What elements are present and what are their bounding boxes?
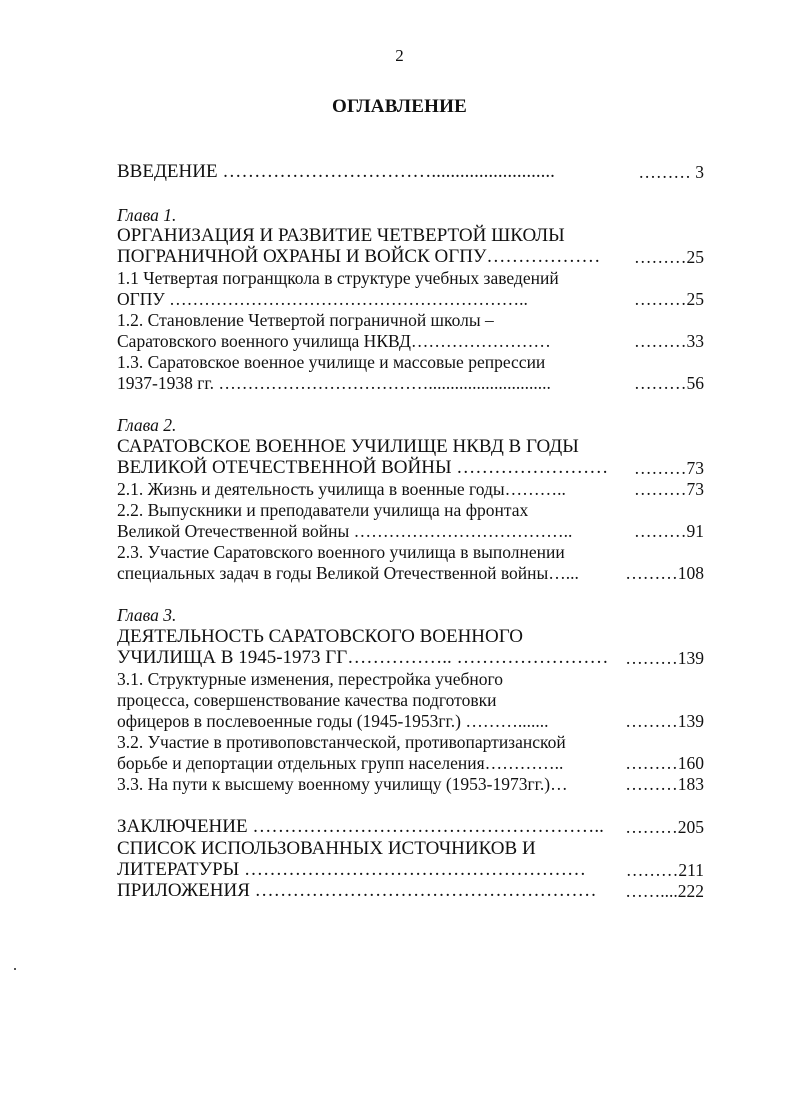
chapter1-section2-line2: Саратовского военного училища НКВД…………………… bbox=[117, 331, 551, 351]
chapter3-title-page: ………139 bbox=[625, 648, 704, 668]
chapter1-title-line2: ПОГРАНИЧНОЙ ОХРАНЫ И ВОЙСК ОГПУ……………… bbox=[117, 246, 601, 267]
chapter1-section3-line2: 1937-1938 гг. ………………………………............................ bbox=[117, 373, 551, 393]
chapter3-section1-line1: 3.1. Структурные изменения, перестройка учебного bbox=[117, 669, 503, 689]
toc-appendix-label: ПРИЛОЖЕНИЯ ……………………………………………… bbox=[117, 880, 597, 901]
page-title: ОГЛАВЛЕНИЕ bbox=[332, 96, 467, 117]
toc-conclusion-label: ЗАКЛЮЧЕНИЕ ……………………………………………….. bbox=[117, 816, 604, 837]
toc-sources-line1: СПИСОК ИСПОЛЬЗОВАННЫХ ИСТОЧНИКОВ И bbox=[117, 838, 536, 859]
chapter3-title-line1: ДЕЯТЕЛЬНОСТЬ САРАТОВСКОГО ВОЕННОГО bbox=[117, 626, 523, 647]
chapter2-section1-line1: 2.1. Жизнь и деятельность училища в военные годы……….. bbox=[117, 479, 566, 499]
chapter1-title-line1: ОРГАНИЗАЦИЯ И РАЗВИТИЕ ЧЕТВЕРТОЙ ШКОЛЫ bbox=[117, 225, 565, 246]
chapter3-label: Глава 3. bbox=[117, 605, 177, 625]
toc-sources-page: ………211 bbox=[625, 860, 704, 880]
chapter3-section2-line2: борьбе и депортации отдельных групп населения………….. bbox=[117, 753, 564, 773]
toc-appendix-page: ……....222 bbox=[625, 881, 704, 901]
chapter3-section1-page: ………139 bbox=[625, 711, 704, 731]
chapter2-section2-line2: Великой Отечественной войны ……………………………….. bbox=[117, 521, 573, 541]
scan-speck bbox=[14, 968, 16, 970]
chapter3-section1-line2: процесса, совершенствование качества подготовки bbox=[117, 690, 497, 710]
toc-intro-label: ВВЕДЕНИЕ …………………………….......................... bbox=[117, 161, 555, 182]
chapter1-section3-line1: 1.3. Саратовское военное училище и массовые репрессии bbox=[117, 352, 546, 372]
chapter3-section3-line1: 3.3. На пути к высшему военному училищу (1953-1973гг.)… bbox=[117, 774, 568, 794]
chapter2-title-line2: ВЕЛИКОЙ ОТЕЧЕСТВЕННОЙ ВОЙНЫ …………………… bbox=[117, 457, 609, 478]
chapter2-section3-line2: специальных задач в годы Великой Отечественной войны…... bbox=[117, 563, 579, 583]
chapter2-section2-line1: 2.2. Выпускники и преподаватели училища на фронтах bbox=[117, 500, 529, 520]
chapter2-section3-page: ………108 bbox=[625, 563, 704, 583]
toc-conclusion-page: ………205 bbox=[625, 817, 704, 837]
chapter2-title-line1: САРАТОВСКОЕ ВОЕННОЕ УЧИЛИЩЕ НКВД В ГОДЫ bbox=[117, 436, 579, 457]
chapter3-section3-page: ………183 bbox=[625, 774, 704, 794]
chapter1-section3-page: ………56 bbox=[634, 373, 704, 393]
chapter1-section1-line1: 1.1 Четвертая погранщкола в структуре учебных заведений bbox=[117, 268, 559, 288]
chapter1-section2-line1: 1.2. Становление Четвертой пограничной школы – bbox=[117, 310, 494, 330]
chapter1-title-page: ………25 bbox=[634, 247, 704, 267]
chapter3-title-line2: УЧИЛИЩА В 1945-1973 ГГ…………….. …………………… bbox=[117, 647, 609, 668]
chapter2-section3-line1: 2.3. Участие Саратовского военного училища в выполнении bbox=[117, 542, 565, 562]
chapter3-section1-line3: офицеров в послевоенные годы (1945-1953гг.) ………....... bbox=[117, 711, 549, 731]
chapter2-label: Глава 2. bbox=[117, 415, 177, 435]
chapter1-section2-page: ………33 bbox=[634, 331, 704, 351]
chapter3-section2-line1: 3.2. Участие в противоповстанческой, противопартизанской bbox=[117, 732, 566, 752]
chapter1-section1-page: ………25 bbox=[634, 289, 704, 309]
chapter2-section1-page: ………73 bbox=[634, 479, 704, 499]
toc-intro-page: ……… 3 bbox=[638, 162, 704, 182]
chapter1-section1-line2: ОГПУ …………………………………………………….. bbox=[117, 289, 528, 309]
page-number: 2 bbox=[395, 46, 404, 65]
chapter2-section2-page: ………91 bbox=[634, 521, 704, 541]
chapter1-label: Глава 1. bbox=[117, 205, 177, 225]
chapter2-title-page: ………73 bbox=[634, 458, 704, 478]
chapter3-section2-page: ………160 bbox=[625, 753, 704, 773]
toc-sources-line2: ЛИТЕРАТУРЫ ……………………………………………… bbox=[117, 859, 586, 880]
